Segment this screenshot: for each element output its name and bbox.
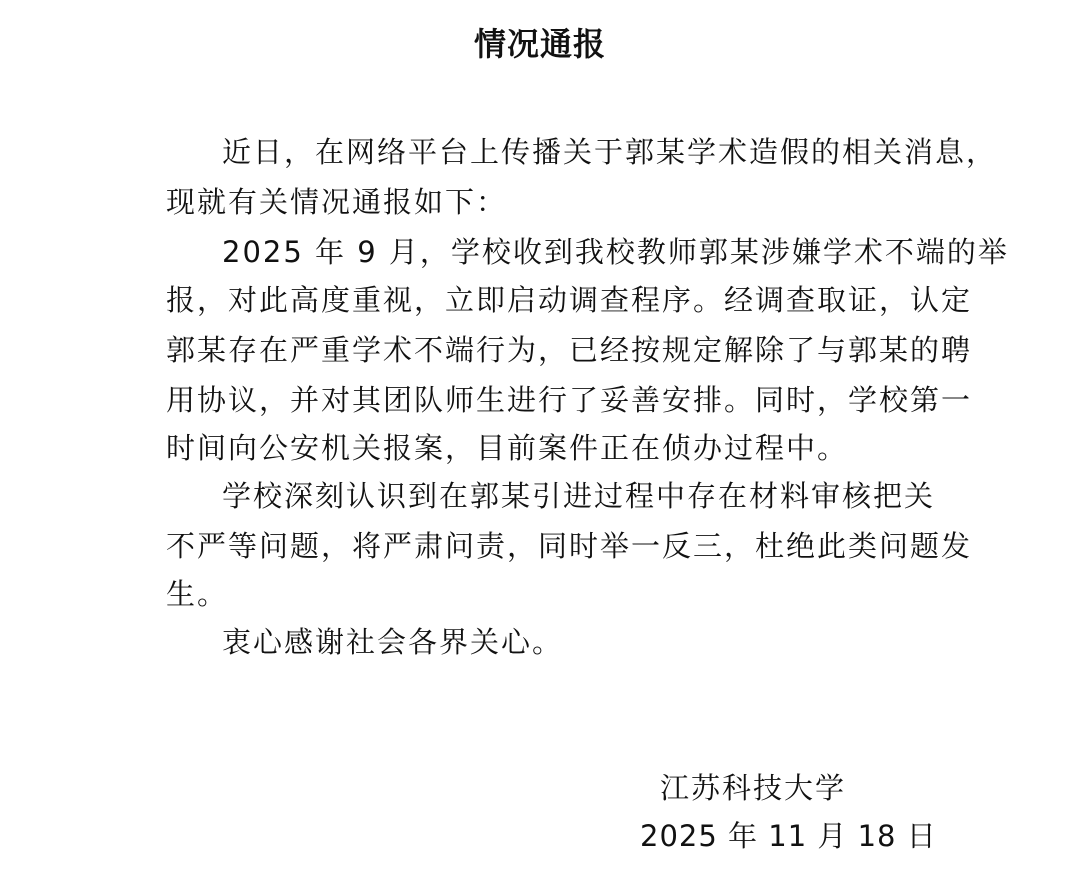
document-title: 情况通报 — [473, 25, 606, 63]
paragraph-1-line-2: 现就有关情况通报如下： — [166, 185, 508, 219]
paragraph-4-line-1: 衷心感谢社会各界关心。 — [222, 625, 564, 659]
signature-organization: 江苏科技大学 — [660, 771, 847, 805]
paragraph-2-line-1: 2025 年 9 月，学校收到我校教师郭某涉嫌学术不端的举 — [222, 235, 1009, 269]
signature-date: 2025 年 11 月 18 日 — [640, 819, 937, 853]
paragraph-3-line-3: 生。 — [166, 577, 229, 611]
paragraph-3-line-1: 学校深刻认识到在郭某引进过程中存在材料审核把关 — [222, 479, 936, 513]
paragraph-2-line-4: 用协议，并对其团队师生进行了妥善安排。同时，学校第一 — [166, 383, 973, 417]
paragraph-3-line-2: 不严等问题，将严肃问责，同时举一反三，杜绝此类问题发 — [166, 529, 973, 563]
paragraph-1-line-1: 近日，在网络平台上传播关于郭某学术造假的相关消息， — [222, 135, 998, 169]
paragraph-2-line-5: 时间向公安机关报案，目前案件正在侦办过程中。 — [166, 431, 849, 465]
paragraph-2-line-2: 报，对此高度重视，立即启动调查程序。经调查取证，认定 — [166, 283, 973, 317]
paragraph-2-line-3: 郭某存在严重学术不端行为，已经按规定解除了与郭某的聘 — [166, 333, 973, 367]
